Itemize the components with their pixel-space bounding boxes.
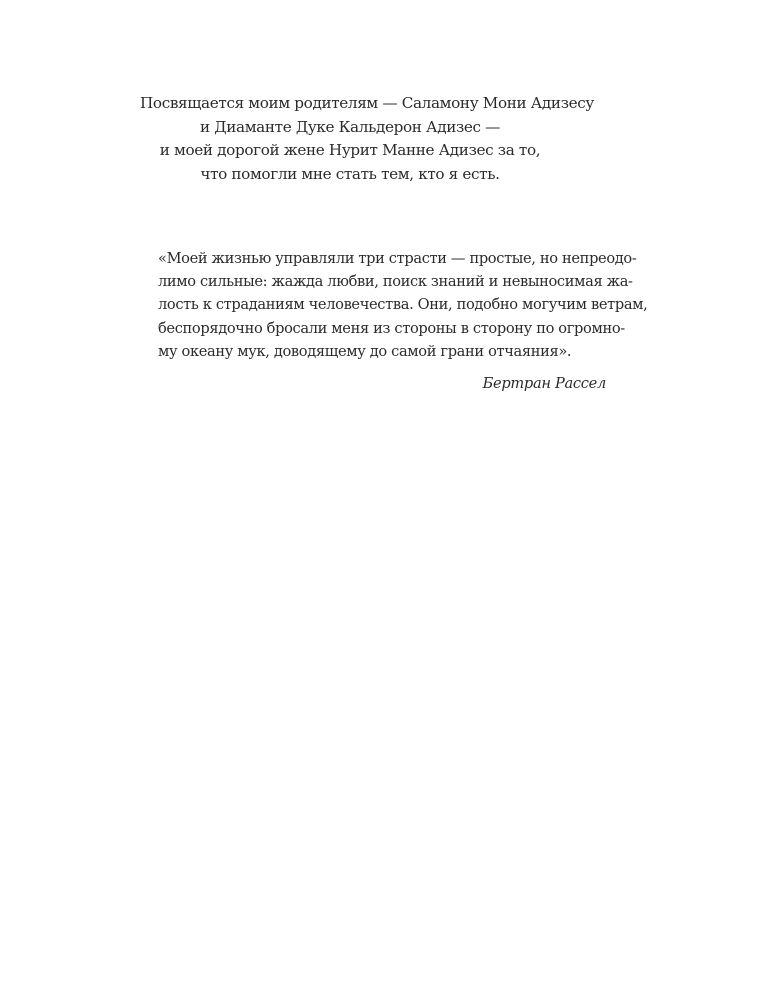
- epigraph: [158, 247, 648, 395]
- epigraph-line: лимо сильные: жажда любви, поиск знаний и невыносимая жа-: [158, 273, 633, 291]
- epigraph-quote: [158, 247, 648, 363]
- dedication-line: и Диаманте Дуке Кальдерон Адизес —: [199, 117, 501, 136]
- epigraph-line: лость к страданиям человечества. Они, подобно могучим ветрам,: [158, 296, 648, 314]
- dedication-line: что помогли мне стать тем, кто я есть.: [200, 164, 500, 183]
- epigraph-author: Бертран Рассел: [482, 375, 606, 393]
- epigraph-line: «Моей жизнью управляли три страсти — простые, но непреодо-: [158, 250, 637, 267]
- epigraph-line: му океану мук, доводящему до самой грани отчаяния».: [158, 342, 572, 360]
- epigraph-line: беспорядочно бросали меня из стороны в сторону по огромно-: [158, 319, 625, 337]
- dedication-line: Посвящается моим родителям — Саламону Мони Адизесу: [140, 94, 595, 112]
- dedication-line: и моей дорогой жене Нурит Манне Адизес за то,: [159, 141, 541, 159]
- dedication: [140, 92, 595, 186]
